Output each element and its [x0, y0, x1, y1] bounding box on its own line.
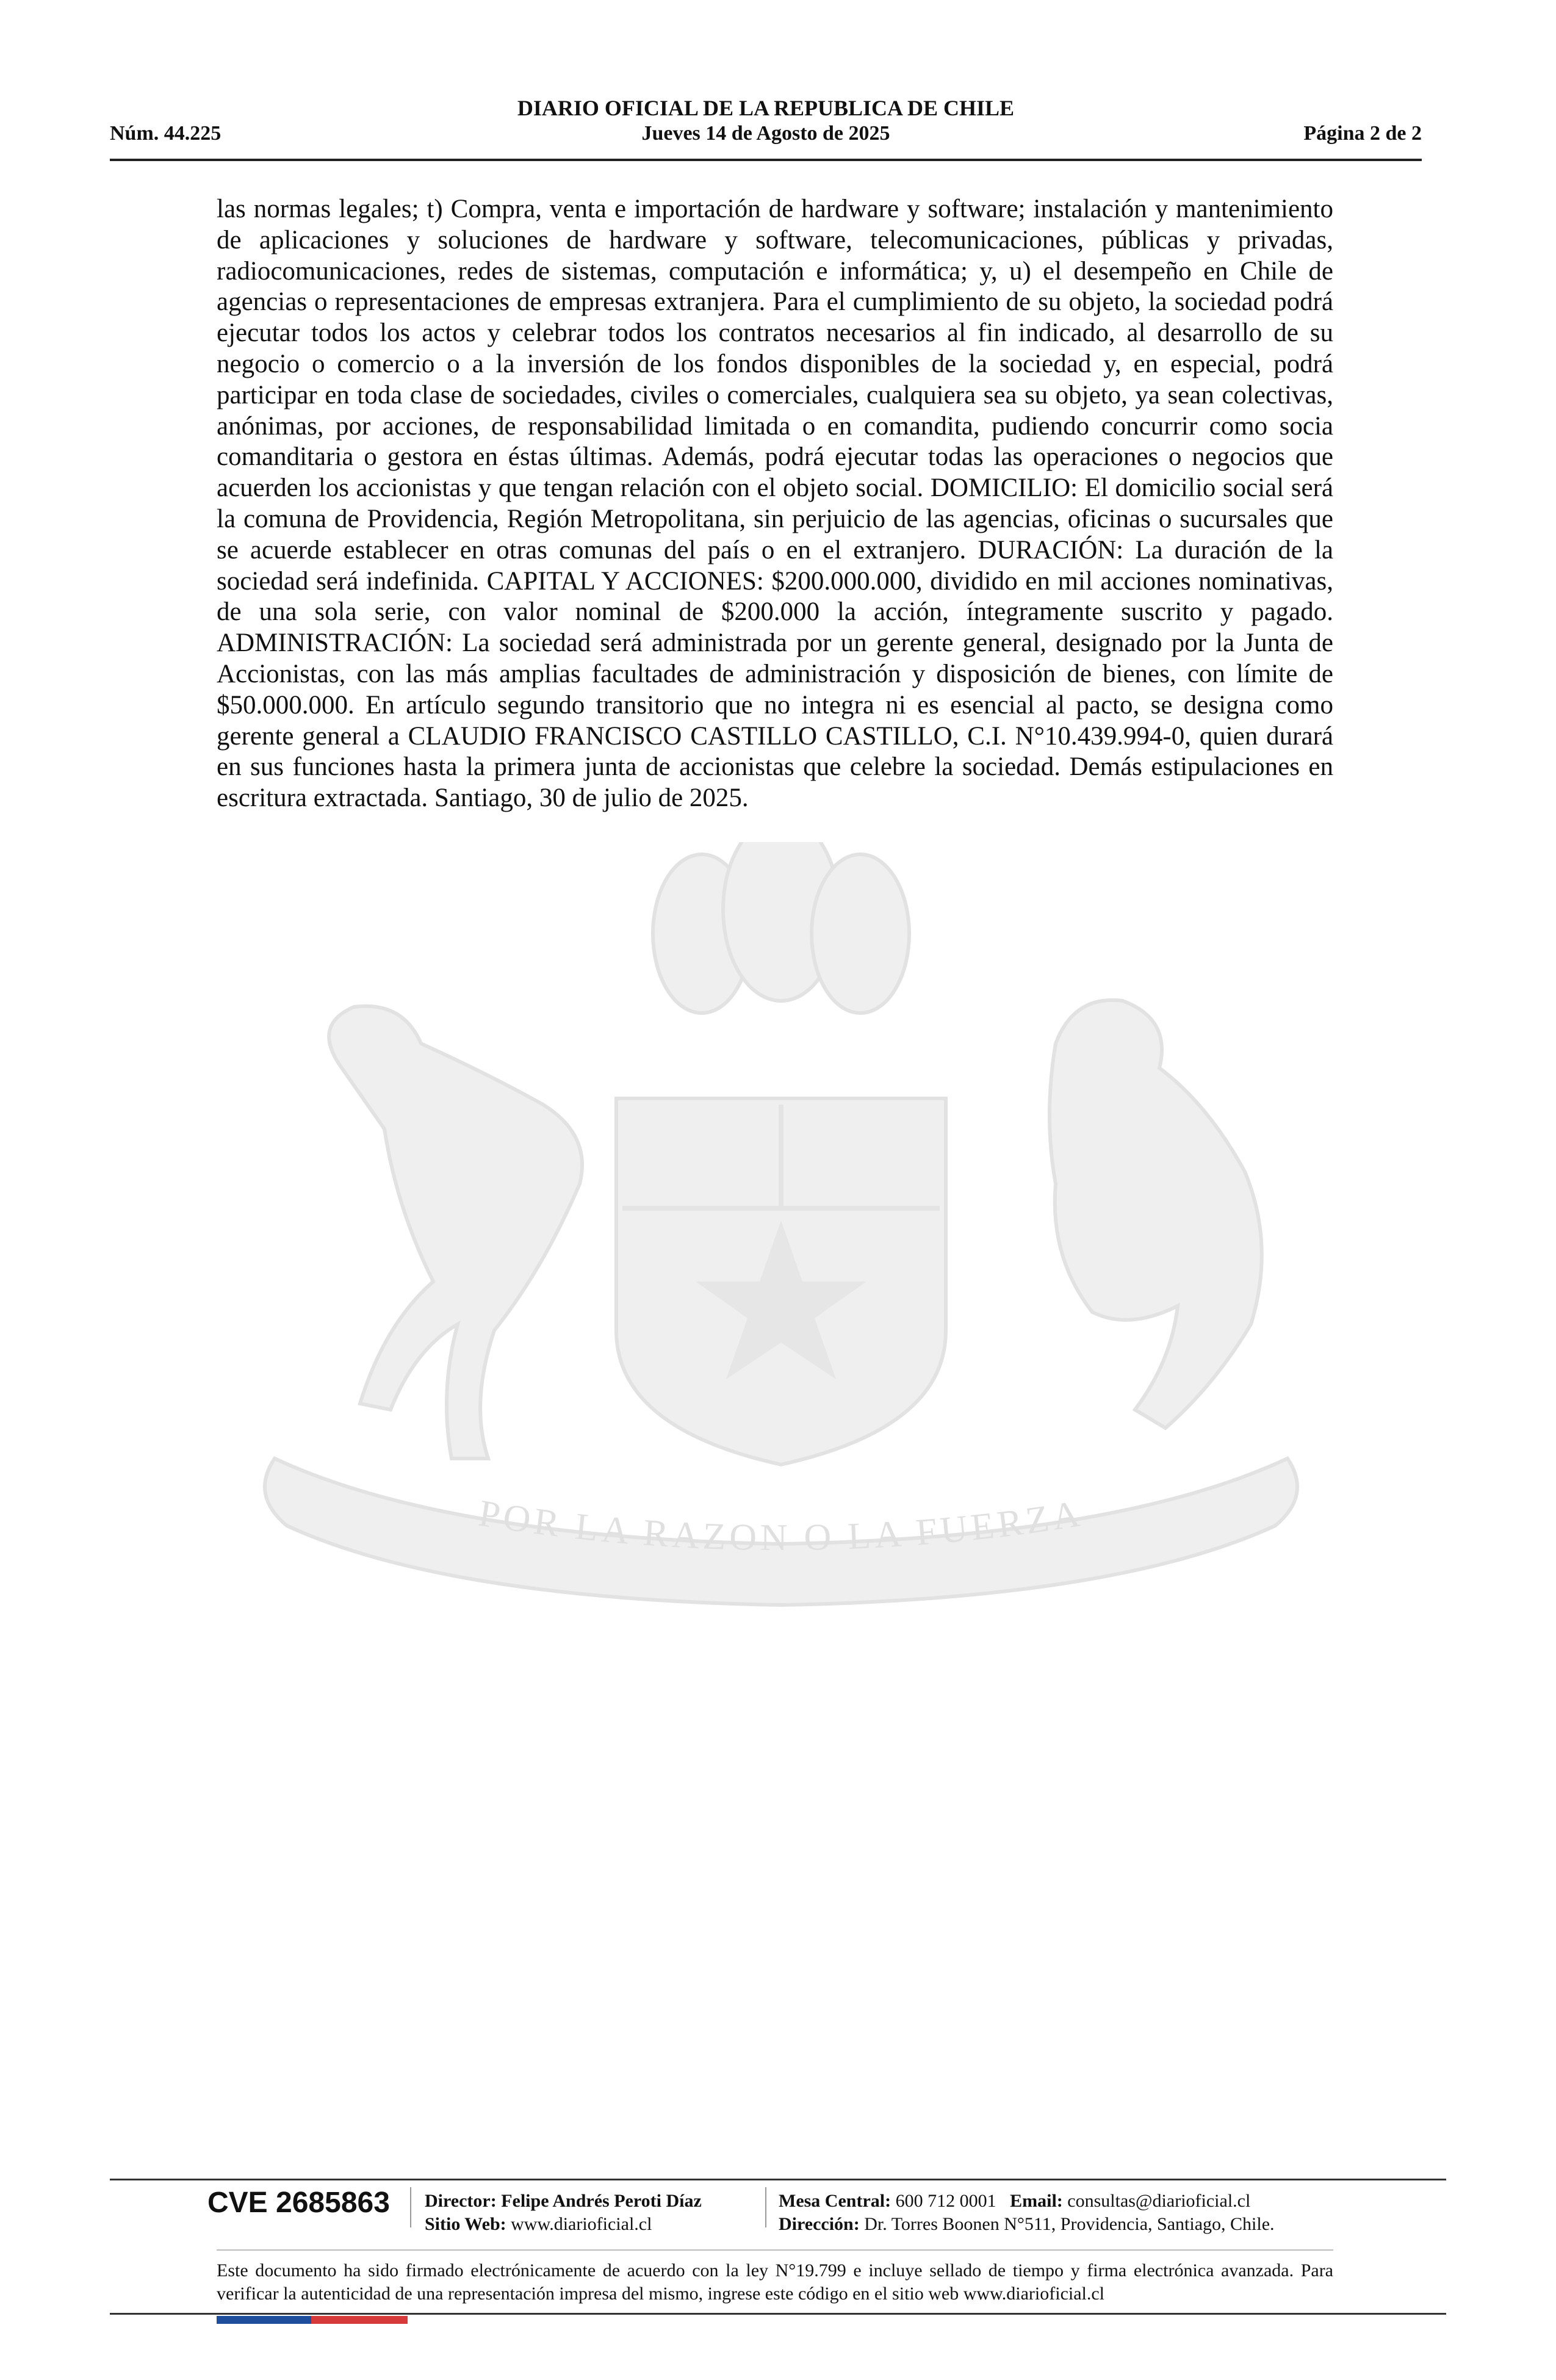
- footer-top-rule: [110, 2179, 1446, 2180]
- chilean-coat-of-arms-watermark: [201, 842, 1361, 1672]
- footer-bottom-rule: [110, 2313, 1446, 2315]
- phone-number: 600 712 0001: [895, 2191, 996, 2211]
- issue-number: Núm. 44.225: [110, 122, 222, 145]
- flag-stripe-red: [311, 2316, 408, 2324]
- website-label: Sitio Web:: [425, 2214, 506, 2234]
- website-link[interactable]: www.diarioficial.cl: [511, 2214, 652, 2234]
- email-link[interactable]: consultas@diarioficial.cl: [1067, 2191, 1251, 2211]
- email-label: Email:: [1010, 2191, 1063, 2211]
- footer-director-block: [425, 2190, 702, 2236]
- address-text: Dr. Torres Boonen N°511, Providencia, Santiago, Chile.: [864, 2214, 1275, 2234]
- director-name: Felipe Andrés Peroti Díaz: [501, 2191, 702, 2211]
- footer-contact-block: [779, 2190, 1275, 2236]
- cve-code: CVE 2685863: [207, 2187, 390, 2219]
- flag-stripe-blue: [217, 2316, 311, 2324]
- footer-separator: [765, 2187, 766, 2227]
- page-indicator: Página 2 de 2: [1303, 122, 1422, 145]
- director-label: Director:: [425, 2191, 497, 2211]
- motto-text: POR LA RAZON O LA FUERZA: [475, 1492, 1086, 1559]
- footer-separator: [410, 2187, 411, 2227]
- address-label: Dirección:: [779, 2214, 860, 2234]
- publication-title: DIARIO OFICIAL DE LA REPUBLICA DE CHILE: [517, 96, 1015, 120]
- page-header: [110, 90, 1422, 161]
- extract-body-text: las normas legales; t) Compra, venta e importación de hardware y software; instalación y mantenimiento de aplicaciones y soluciones de hardware y software, telecomunicaciones, públicas y privadas, radiocomunicaciones, redes de sistemas, computación e informática; y, u) el desempeño en Chile de agencias o representaciones de empresas extranjera. Para el cumplimiento de su objeto, la sociedad podrá ejecutar todos los actos y celebrar todos los contratos necesarios al fin indicado, al desarrollo de su negocio o comercio o a la inversión de los fondos disponibles de la sociedad y, en especial, podrá participar en toda clase de sociedades, civiles o comerciales, cualquiera sea su objeto, ya sean colectivas, anónimas, por acciones, de responsabilidad limitada o en comandita, pudiendo concurrir como socia comanditaria o gestora en éstas últimas. Además, podrá ejecutar todas las operaciones o negocios que acuerden los accionistas y que tengan relación con el objeto social. DOMICILIO: El domicilio social será la comuna de Providencia, Región Metropolitana, sin perjuicio de las agencias, oficinas o sucursales que se acuerde establecer en otras comunas del país o en el extranjero. DURACIÓN: La duración de la sociedad será indefinida. CAPITAL Y ACCIONES: $200.000.000, dividido en mil acciones nominativas, de una sola serie, con valor nominal de $200.000 la acción, íntegramente suscrito y pagado. ADMINISTRACIÓN: La sociedad será administrada por un gerente general, designado por la Junta de Accionistas, con las más amplias facultades de administración y disposición de bienes, con límite de $50.000.000. En artículo segundo transitorio que no integra ni es esencial al pacto, se designa como gerente general a CLAUDIO FRANCISCO CASTILLO CASTILLO, C.I. N°10.439.994-0, quien durará en sus funciones hasta la primera junta de accionistas que celebre la sociedad. Demás estipulaciones en escritura extractada. Santiago, 30 de julio de 2025.: [217, 195, 1333, 813]
- issue-date: Jueves 14 de Agosto de 2025: [641, 122, 890, 145]
- legal-notice: Este documento ha sido firmado electrónicamente de acuerdo con la ley N°19.799 e incluye sellado de tiempo y firma electrónica avanzada. Para verificar la autenticidad de una representación impresa del mismo, ingrese este código en el sitio web www.diarioficial.cl: [217, 2260, 1333, 2304]
- footer-divider: [217, 2249, 1333, 2251]
- phone-label: Mesa Central:: [779, 2191, 891, 2211]
